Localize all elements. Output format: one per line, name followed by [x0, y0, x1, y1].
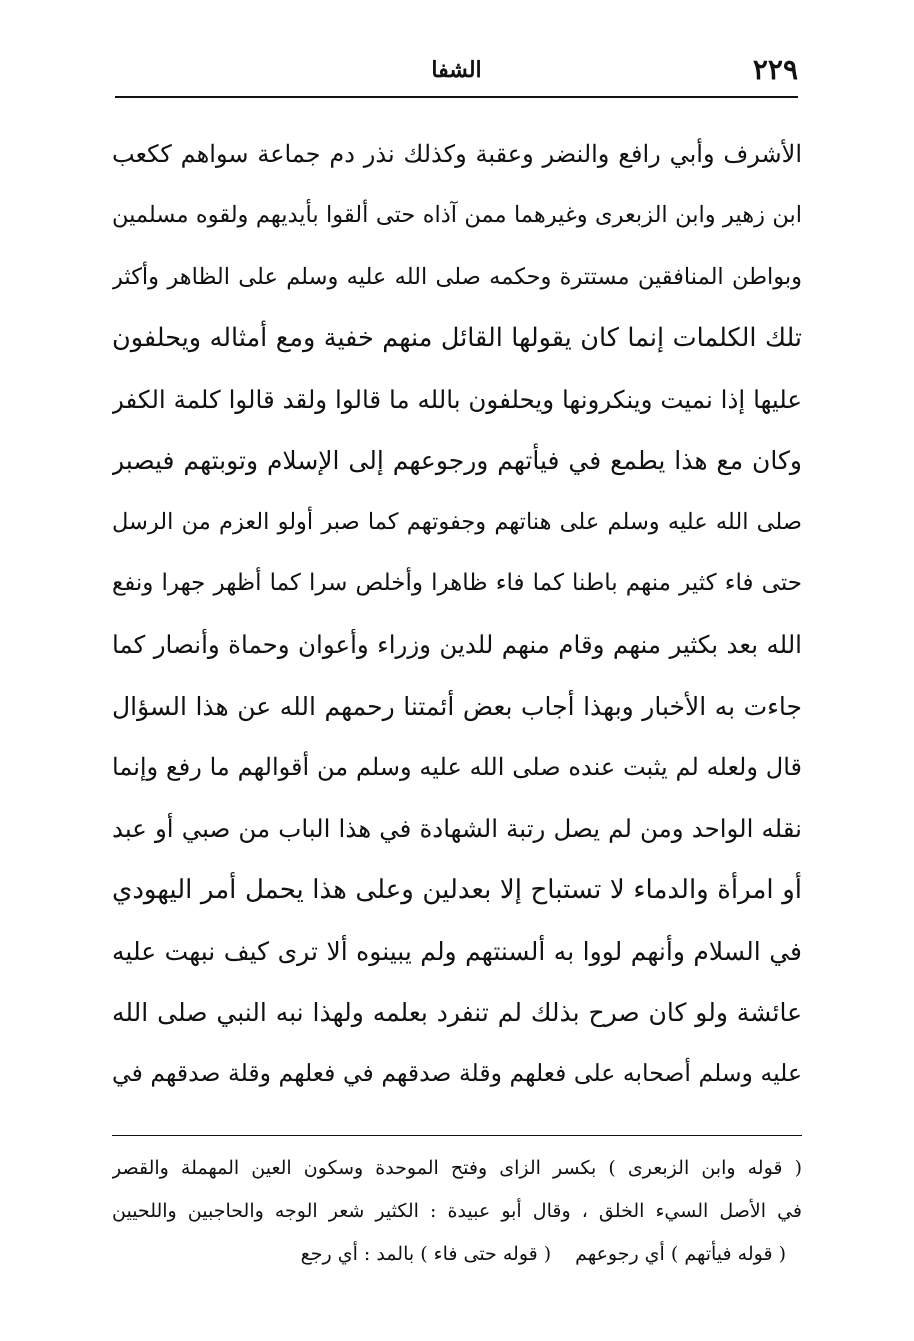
text-line: نقله الواحد ومن لم يصل رتبة الشهادة في هذا الباب من صبي أو عبد [112, 814, 802, 844]
footnote-entry: ( قوله حتى فاء ) بالمد : أي رجع [300, 1243, 552, 1265]
body-text [112, 124, 802, 1105]
text-line: صلى الله عليه وسلم على هناتهم وجفوتهم كما صبر أولو العزم من الرسل [112, 508, 802, 535]
text-line: وكان مع هذا يطمع في فيأتهم ورجوعهم إلى الإسلام وتوبتهم فيصبر [112, 446, 802, 476]
page-header [115, 52, 798, 92]
text-line: وبواطن المنافقين مستترة وحكمه صلى الله عليه وسلم على الظاهر وأكثر [112, 263, 802, 290]
text-line: الأشرف وأبي رافع والنضر وعقبة وكذلك نذر دم جماعة سواهم ككعب [112, 140, 802, 168]
running-title: الشفا [431, 57, 482, 83]
text-line: الله بعد بكثير منهم وقام منهم للدين وزراء وأعوان وحماة وأنصار كما [112, 630, 802, 660]
text-line: عليه وسلم أصحابه على فعلهم وقلة صدقهم في فعلهم وقلة صدقهم في [112, 1059, 802, 1088]
text-line: جاءت به الأخبار وبهذا أجاب بعض أئمتنا رحمهم الله عن هذا السؤال [112, 691, 802, 721]
footnote-entry: ( قوله فيأتهم ) أي رجوعهم [575, 1243, 786, 1265]
footnote-line: ( قوله وابن الزبعرى ) بكسر الزاى وفتح الموحدة وسكون العين المهملة والقصر [112, 1157, 802, 1179]
text-line: أو امرأة والدماء لا تستباح إلا بعدلين وعلى هذا يحمل أمر اليهودي [112, 874, 802, 905]
footnote-line: في الأصل السيء الخلق ، وقال أبو عبيدة : الكثير شعر الوجه والحاجبين واللحيين [112, 1200, 802, 1222]
footnote-rule [112, 1135, 802, 1136]
text-line: حتى فاء كثير منهم باطنا كما فاء ظاهرا وأخلص سرا كما أظهر جهرا ونفع [112, 570, 802, 597]
text-line: عائشة ولو كان صرح بذلك لم تنفرد بعلمه ولهذا نبه النبي صلى الله [112, 998, 802, 1028]
footnotes [112, 1147, 802, 1276]
header-rule [115, 96, 798, 98]
text-line: عليها إذا نميت وينكرونها ويحلفون بالله ما قالوا ولقد قالوا كلمة الكفر [112, 385, 802, 415]
text-line: قال ولعله لم يثبت عنده صلى الله عليه وسلم من أقوالهم ما رفع وإنما [112, 752, 802, 781]
text-line: في السلام وأنهم لووا به ألسنتهم ولم يبينوه ألا ترى كيف نبهت عليه [112, 936, 802, 966]
footnote-line [112, 1233, 802, 1276]
page-number: ٢٢٩ [752, 53, 798, 86]
text-line: تلك الكلمات إنما كان يقولها القائل منهم خفية ومع أمثاله ويحلفون [112, 322, 802, 353]
text-line: ابن زهير وابن الزبعرى وغيرهما ممن آذاه حتى ألقوا بأيديهم ولقوه مسلمين [112, 202, 802, 229]
